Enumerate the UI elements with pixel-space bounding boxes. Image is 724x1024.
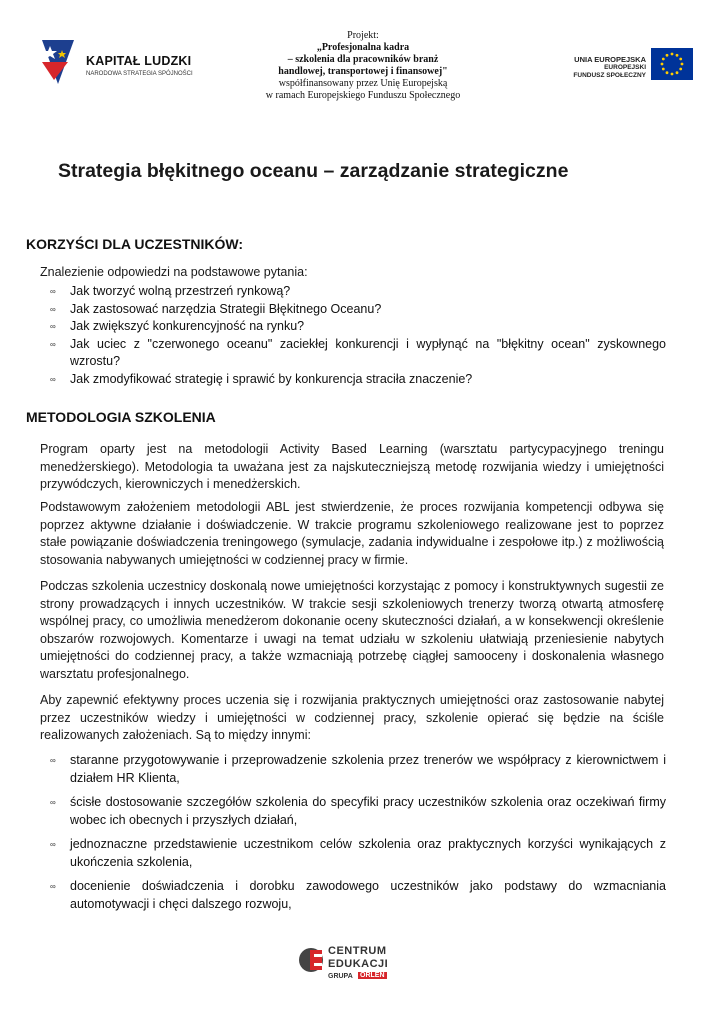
project-info	[228, 30, 498, 102]
list-item-text: Jak zwiększyć konkurencyjność na rynku?	[70, 319, 305, 333]
list-item-text: Jak uciec z "czerwonego oceanu" zaciekłej konkurencji i wypłynąć na "błękitny ocean" zyskownego wzrostu?	[70, 336, 666, 368]
centrum-label: CENTRUM	[328, 945, 387, 957]
eu-label	[556, 56, 646, 80]
list-item	[42, 318, 666, 336]
list-item-text: docenienie doświadczenia i dorobku zawodowego uczestników jako podstawy do wzmacniania automotywacji i chęci dalszego rozwoju,	[70, 879, 666, 911]
methodology-paragraph-4: Aby zapewnić efektywny proces uczenia się i rozwijania praktycznych umiejętności oraz zastosowanie nabytej przez uczestników wiedzy i umiejętności w codziennej pracy, szkolenie opierać się będzie na ściśle realizowanych założeniach. Są to między innymi:	[40, 693, 664, 742]
list-item	[42, 752, 666, 787]
methodology-paragraph-3: Podczas szkolenia uczestnicy doskonalą nowe umiejętności korzystając z pomocy i konstruktywnych sugestii ze strony prowadzących i innych uczestników. W trakcie sesji szkoleniowych trenerzy tworzą otwartą atmosferę wspólnej pracy, co umożliwia menedżerom dokonanie oceny skuteczności działań, a w konsekwencji określenie obszarów rozwojowych. Komentarze i uwagi na temat udziału w szkoleniu ułatwiają przeniesienie nabytych umiejętności do codziennej pracy, a także wzmacniają potrzebę ciągłej samooceny i doskonalenia własnego warsztatu profesjonalnego.	[40, 579, 664, 681]
list-item	[42, 371, 666, 389]
list-item-text: staranne przygotowywanie i przeprowadzenie szkolenia przez trenerów we współpracy z kierownictwem i działem HR Klienta,	[70, 753, 666, 785]
list-item-text: ścisłe dostosowanie szczegółów szkolenia do specyfiki pracy uczestników szkolenia oraz oczekiwań firmy wobec ich obecnych i przyszłych działań,	[70, 795, 666, 827]
grupa-label: GRUPA	[328, 973, 353, 980]
list-item-text: jednoznaczne przedstawienie uczestnikom celów szkolenia oraz praktycznych korzyści wynikających z ukończenia szkolenia,	[70, 837, 666, 869]
page-header	[0, 0, 724, 110]
project-line-4: handlowej, transportowej i finansowej"	[278, 66, 448, 77]
bullet-icon: ∞	[50, 840, 56, 849]
list-item	[42, 283, 666, 301]
kapital-ludzki-subtitle: NARODOWA STRATEGIA SPÓJNOŚCI	[86, 71, 193, 77]
eu-flag-icon	[651, 48, 693, 80]
bullet-icon: ∞	[50, 374, 56, 384]
kapital-ludzki-title: KAPITAŁ LUDZKI	[86, 54, 192, 68]
list-item-text: Jak zmodyfikować strategię i sprawić by konkurencja straciła znaczenie?	[70, 371, 473, 386]
bullet-icon: ∞	[50, 882, 56, 891]
orlen-label: ORLEN	[360, 972, 385, 979]
centrum-edukacji-emblem-icon	[298, 946, 326, 974]
benefits-list	[42, 283, 666, 388]
bullet-icon: ∞	[50, 339, 56, 349]
project-line-2: „Profesjonalna kadra	[316, 42, 410, 53]
methodology-heading: METODOLOGIA SZKOLENIA	[26, 409, 216, 425]
eu-line-3: FUNDUSZ SPOŁECZNY	[573, 72, 646, 79]
list-item	[42, 301, 666, 319]
project-line-5: współfinansowany przez Unię Europejską	[278, 78, 448, 89]
kapital-ludzki-logo	[38, 40, 208, 84]
list-item-text: Jak tworzyć wolną przestrzeń rynkową?	[70, 284, 291, 298]
bullet-icon: ∞	[50, 798, 56, 807]
project-line-3: – szkolenia dla pracowników branż	[287, 54, 439, 65]
project-line-6: w ramach Europejskiego Funduszu Społecznego	[265, 90, 461, 101]
project-line-1: Projekt:	[347, 30, 379, 41]
eu-line-2: EUROPEJSKI	[604, 64, 646, 71]
list-item	[42, 794, 666, 829]
list-item-text: Jak zastosować narzędzia Strategii Błękitnego Oceanu?	[70, 301, 382, 316]
bullet-icon: ∞	[50, 304, 56, 314]
methodology-list	[42, 752, 666, 920]
methodology-paragraph-1: Program oparty jest na metodologii Activity Based Learning (warsztatu partycypacyjnego treningu menedżerskiego). Metodologia ta uważana jest za najskuteczniejszą metodę rozwijania wiedzy i umiejętności przywódczych, kierowniczych i menedżerskich.	[40, 442, 664, 491]
bullet-icon: ∞	[50, 756, 56, 765]
methodology-paragraph-2: Podstawowym założeniem metodologii ABL jest stwierdzenie, że proces rozwijania kompetencji odbywa się poprzez aktywne działanie i doświadczenie. W trakcie programu szkoleniowego realizowane jest to poprzez stałe powiązanie doświadczenia treningowego (symulacje, zadania indywidualne i zespołowe itp.) z możliwością stosowania nabywanych umiejętności w codziennej pracy w firmie.	[40, 500, 664, 567]
eu-line-1: UNIA EUROPEJSKA	[574, 55, 646, 64]
document-title: Strategia błękitnego oceanu – zarządzanie strategiczne	[58, 160, 569, 182]
bullet-icon: ∞	[50, 322, 56, 331]
kapital-ludzki-emblem-icon	[38, 40, 78, 84]
edukacji-label: EDUKACJI	[328, 958, 389, 970]
benefits-intro: Znalezienie odpowiedzi na podstawowe pytania:	[40, 265, 308, 279]
centrum-edukacji-logo	[298, 944, 398, 986]
list-item	[42, 336, 666, 371]
list-item	[42, 878, 666, 913]
benefits-heading: KORZYŚCI DLA UCZESTNIKÓW:	[26, 236, 243, 252]
bullet-icon: ∞	[50, 287, 56, 296]
list-item	[42, 836, 666, 871]
